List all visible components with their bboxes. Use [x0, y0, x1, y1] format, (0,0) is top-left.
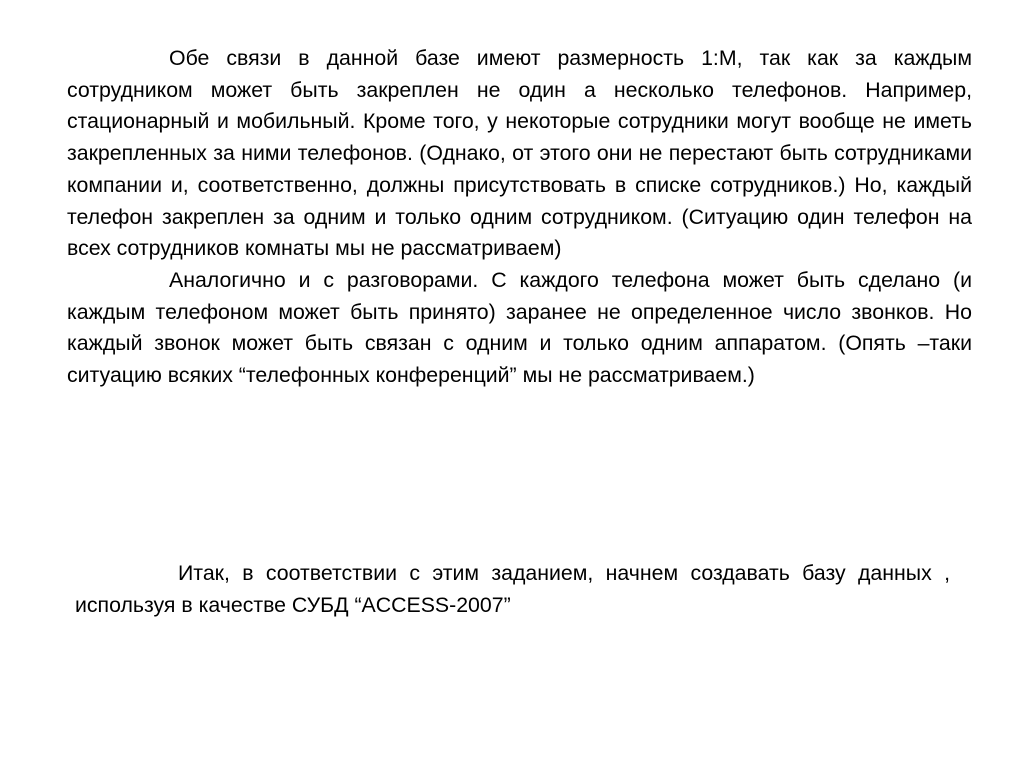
paragraph-calls: Аналогично и с разговорами. С каждого телефона может быть сделано (и каждым телефоном может быть принято) заранее не определенное число звонков. Но каждый звонок может быть связан с одним и только одним аппаратом. (Опять –таки ситуацию всяких “телефонных конференций” мы не рассматриваем.): [67, 267, 972, 388]
paragraph-relations: Обе связи в данной базе имеют размерность 1:М, так как за каждым сотрудником может быть закреплен не один а несколько телефонов. Например, стационарный и мобильный. Кроме того, у некоторые сотрудники могут вообще не иметь закрепленных за ними телефонов. (Однако, от этого они не перестают быть сотрудниками компании и, соответственно, должны присутствовать в списке сотрудников.) Но, каждый телефон закреплен за одним и только одним сотрудником. (Ситуацию один телефон на всех сотрудников комнаты мы не рассматриваем): [67, 46, 972, 261]
closing-text-block: [75, 558, 950, 621]
main-text-block: [67, 43, 972, 392]
paragraph-closing: Итак, в соответствии с этим заданием, начнем создавать базу данных , используя в качестве СУБД “ACCESS-2007”: [75, 561, 950, 617]
